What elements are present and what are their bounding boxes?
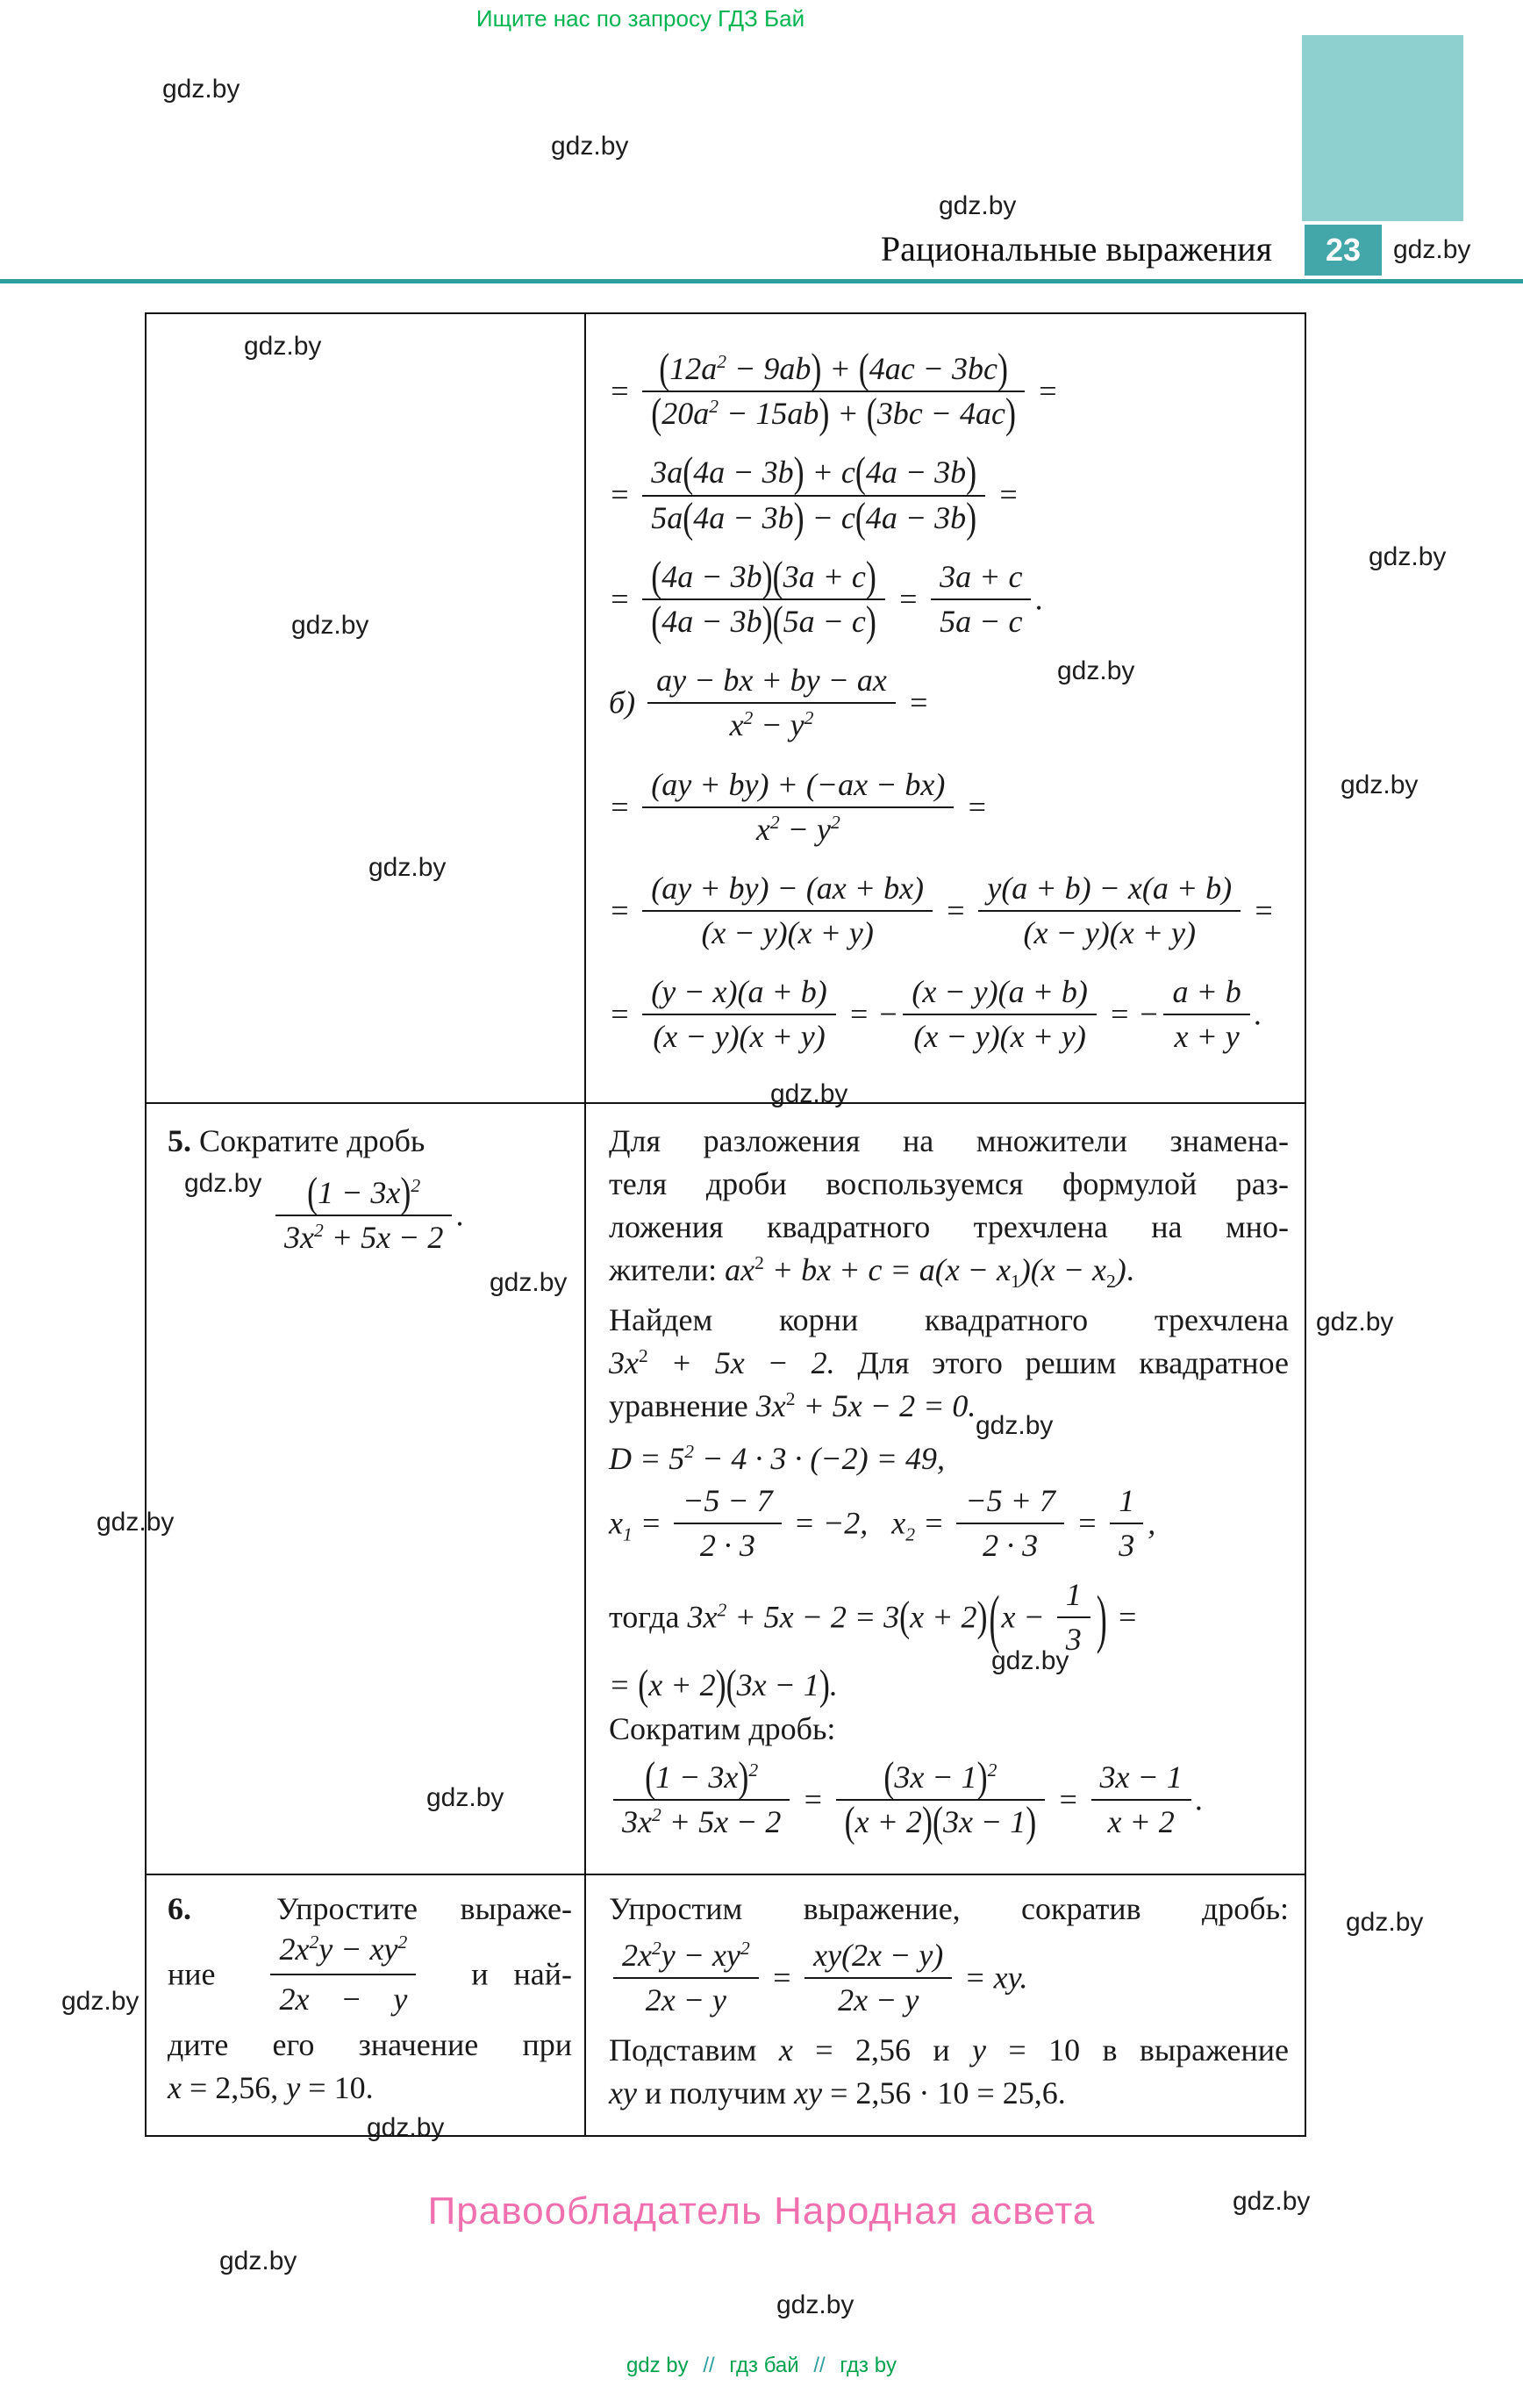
gdzby-watermark: gdz.by	[551, 132, 629, 161]
problem6-expression: ние $\frac{2x^2y - xy^2}{2x - y}$ и най-	[168, 1931, 572, 2024]
text-line: Найдем корни квадратного трехчлена	[609, 1302, 1289, 1337]
gdzby-watermark: gdz.by	[976, 1411, 1054, 1440]
link-separator: //	[813, 2354, 826, 2377]
row1-solution-cell	[586, 314, 1305, 1104]
gdzby-watermark: gdz.by	[1341, 770, 1419, 799]
footer-link-gdz-bai[interactable]: гдз бай	[729, 2354, 799, 2377]
corner-decoration-block	[1302, 35, 1463, 221]
math-line: б) $\frac{ay - bx + by - ax}{x^2 - y^2}$ =	[609, 663, 930, 743]
gdzby-watermark: gdz.by	[367, 2113, 445, 2142]
header-divider	[0, 279, 1523, 283]
gdzby-watermark: gdz.by	[162, 75, 240, 104]
gdzby-watermark: gdz.by	[368, 853, 447, 882]
gdzby-watermark: gdz.by	[1057, 656, 1135, 685]
problem6-title: 6. Упростите выраже-	[168, 1891, 572, 1926]
gdzby-watermark: gdz.by	[1233, 2187, 1311, 2216]
promo-banner: Ищите нас по запросу ГДЗ Бай	[475, 5, 805, 32]
row1-left-cell	[147, 314, 586, 1104]
gdzby-watermark: gdz.by	[184, 1169, 262, 1198]
problem5-title: 5. Сократите дробь	[168, 1123, 425, 1158]
gdzby-watermark: gdz.by	[1369, 542, 1447, 571]
solutions-table	[145, 312, 1306, 2137]
gdzby-watermark: gdz.by	[1393, 235, 1471, 264]
footer-link-gdz-by[interactable]: gdz by	[626, 2354, 689, 2377]
link-separator: //	[703, 2354, 715, 2377]
copyright-notice: Правообладатель Народная асвета	[427, 2189, 1096, 2232]
page-number-badge: 23	[1305, 225, 1382, 276]
math-line: = $\frac{(ay + by) + (-ax - bx)}{x^2 - y^2}$ =	[609, 766, 988, 847]
math-line: $x_1$ = $\frac{-5 - 7}{2 \cdot 3}$ = −2, $x_2$ = $\frac{-5 + 7}{2 \cdot 3}$ = $\frac{1}{3}$ ,	[609, 1483, 1156, 1564]
gdzby-watermark: gdz.by	[770, 1079, 848, 1108]
gdzby-watermark: gdz.by	[97, 1508, 175, 1537]
gdzby-watermark: gdz.by	[426, 1783, 504, 1812]
gdzby-watermark: gdz.by	[1346, 1908, 1424, 1937]
text-line: ложения квадратного трехчлена на мно-	[609, 1209, 1289, 1244]
gdzby-watermark: gdz.by	[939, 191, 1017, 220]
gdzby-watermark: gdz.by	[991, 1646, 1069, 1675]
gdzby-watermark: gdz.by	[776, 2290, 854, 2319]
problem6-solution-cell	[586, 1875, 1305, 2135]
math-line: = $\frac{3a(4a - 3b) + c(4a - 3b)}{5a(4a - 3b) - c(4a - 3b)}$ =	[609, 448, 1019, 541]
text-line: $3x^2 + 5x - 2$. Для этого решим квадратное	[609, 1345, 1289, 1380]
problem5-solution-cell	[586, 1104, 1305, 1875]
problem5-statement-cell	[147, 1104, 586, 1875]
gdzby-watermark: gdz.by	[219, 2247, 297, 2275]
gdzby-watermark: gdz.by	[490, 1268, 568, 1297]
math-line: $\frac{2x^2y - xy^2}{2x - y}$ = $\frac{xy(2x - y)}{2x - y}$ = xy.	[609, 1939, 1289, 2022]
problem5-expression: $\frac{(1 - 3x)^2}{3x^2 + 5x - 2}$ .	[271, 1177, 572, 1259]
math-line: $D = 5^2 - 4 \cdot 3 \cdot (-2) = 49$,	[609, 1441, 945, 1476]
math-line: = $\frac{(4a - 3b)(3a + c)}{(4a - 3b)(5a - c)}$ = $\frac{3a + c}{5a - c}$ .	[609, 552, 1044, 645]
text-line: x = 2,56, y = 10.	[168, 2070, 374, 2105]
math-line: $\frac{(1 - 3x)^2}{3x^2 + 5x - 2}$ = $\frac{(3x - 1)^2}{(x + 2)(3x - 1)}$ = $\frac{3x - 1}{x + 2}$ .	[609, 1761, 1289, 1844]
gdzby-watermark: gdz.by	[291, 611, 369, 640]
text-line: Подставим x = 2,56 и y = 10 в выражение	[609, 2032, 1289, 2068]
math-line: = $\frac{(ay + by) - (ax + bx)}{(x - y)(x + y)}$ = $\frac{y(a + b) - x(a + b)}{(x - y)(x + y)}$ =	[609, 870, 1275, 951]
gdzby-watermark: gdz.by	[61, 1987, 139, 2016]
gdzby-watermark: gdz.by	[1316, 1308, 1394, 1337]
footer-link-gdz-by-2[interactable]: гдз by	[840, 2354, 897, 2377]
math-line: = $\frac{(y - x)(a + b)}{(x - y)(x + y)}$ = − $\frac{(x - y)(a + b)}{(x - y)(x + y)}$ = − $\frac{a + b}{x + y}$ .	[609, 974, 1262, 1055]
math-line: = $\frac{(12a^2 - 9ab) + (4ac - 3bc)}{(20a^2 - 15ab) + (3bc - 4ac)}$ =	[609, 344, 1059, 437]
text-line: Упростим выражение, сократив дробь:	[609, 1891, 1289, 1926]
text-line: Сократим дробь:	[609, 1711, 836, 1747]
footer-links	[0, 2354, 1523, 2378]
gdzby-watermark: gdz.by	[244, 332, 322, 361]
math-line: тогда $3x^2 + 5x - 2 = 3(x + 2)(x$ − $\frac{1}{3}$ ) =	[609, 1576, 1139, 1657]
text-line: xy и получим xy = 2,56 · 10 = 25,6.	[609, 2075, 1066, 2111]
text-line: уравнение $3x^2 + 5x - 2 = 0$.	[609, 1388, 976, 1423]
math-line: = (x + 2)(3x − 1).	[609, 1660, 838, 1709]
text-line: Для разложения на множители знамена-	[609, 1123, 1289, 1158]
chapter-title: Рациональные выражения	[880, 229, 1272, 269]
problem6-statement-cell	[147, 1875, 586, 2135]
text-line: жители: $ax^2$ + bx + $c = a(x - x_1)(x - x_2)$.	[609, 1252, 1134, 1293]
text-line: дите его значение при	[168, 2027, 572, 2062]
text-line: теля дроби воспользуемся формулой раз-	[609, 1166, 1289, 1201]
